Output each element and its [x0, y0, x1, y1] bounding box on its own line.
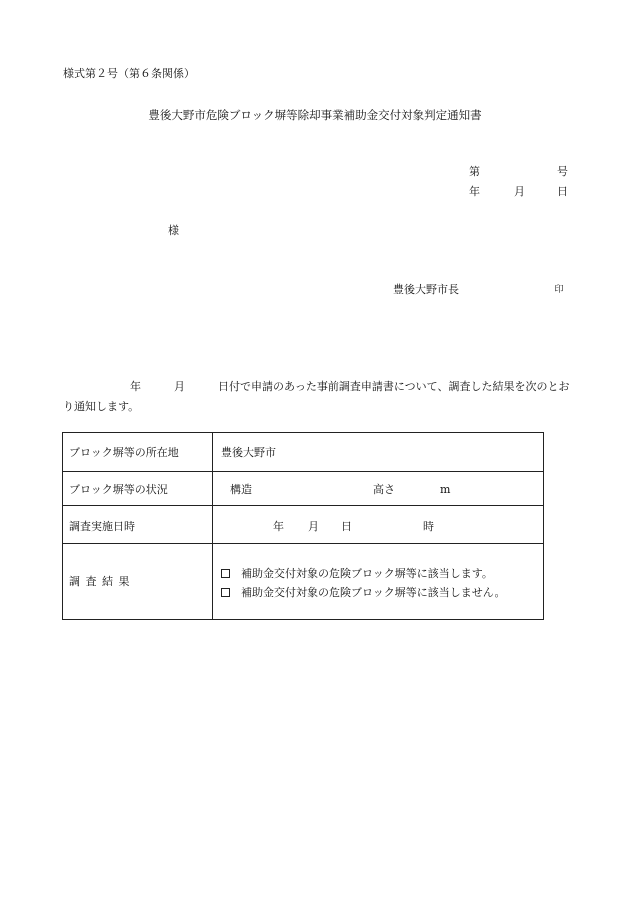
- result-option-not-applicable: 補助金交付対象の危険ブロック塀等に該当しません。: [241, 586, 506, 599]
- location-value-cell: [213, 433, 543, 471]
- status-label-cell: [63, 472, 213, 505]
- survey-value-cell: [213, 506, 543, 543]
- result-label-cell: [63, 544, 213, 619]
- survey-month-label: 月: [308, 520, 319, 533]
- location-value: 豊後大野市: [221, 446, 276, 459]
- form-number: 様式第２号（第６条関係）: [63, 67, 195, 80]
- result-value-cell: [213, 544, 543, 619]
- date-day-label: 日: [557, 185, 568, 198]
- survey-hour-label: 時: [423, 520, 434, 533]
- table-row-status: [63, 472, 543, 506]
- body-month-label: 月: [174, 380, 185, 393]
- location-label-cell: [63, 433, 213, 471]
- survey-year-label: 年: [273, 520, 284, 533]
- body-year-label: 年: [130, 380, 141, 393]
- addressee-honorific: 様: [168, 224, 179, 237]
- status-height-label: 高さ: [373, 483, 395, 496]
- doc-number-prefix: 第: [469, 165, 480, 178]
- status-value-cell: [213, 472, 543, 505]
- document-title: 豊後大野市危険ブロック塀等除却事業補助金交付対象判定通知書: [148, 108, 482, 122]
- seal-mark: 印: [554, 285, 564, 295]
- date-month-label: 月: [514, 185, 525, 198]
- result-label: 調 査 結 果: [69, 575, 131, 588]
- result-table: [62, 432, 544, 620]
- checkbox-not-applicable[interactable]: [221, 588, 230, 597]
- status-label: ブロック塀等の状況: [69, 483, 168, 496]
- survey-label: 調査実施日時: [69, 520, 135, 533]
- table-row-result: [63, 544, 543, 619]
- doc-number-suffix: 号: [557, 165, 568, 178]
- survey-label-cell: [63, 506, 213, 543]
- table-row-survey-date: [63, 506, 543, 544]
- location-label: ブロック塀等の所在地: [69, 446, 179, 459]
- status-height-unit: m: [440, 483, 451, 496]
- body-text-line2: り通知します。: [63, 400, 140, 413]
- result-option-applicable: 補助金交付対象の危険ブロック塀等に該当します。: [241, 567, 493, 580]
- date-year-label: 年: [469, 185, 480, 198]
- table-row-location: [63, 433, 543, 472]
- sender-mayor: 豊後大野市長: [393, 283, 459, 296]
- body-text-line1: 日付で申請のあった事前調査申請書について、調査した結果を次のとお: [218, 380, 570, 393]
- survey-day-label: 日: [341, 520, 352, 533]
- status-structure-label: 構造: [230, 483, 252, 496]
- checkbox-applicable[interactable]: [221, 569, 230, 578]
